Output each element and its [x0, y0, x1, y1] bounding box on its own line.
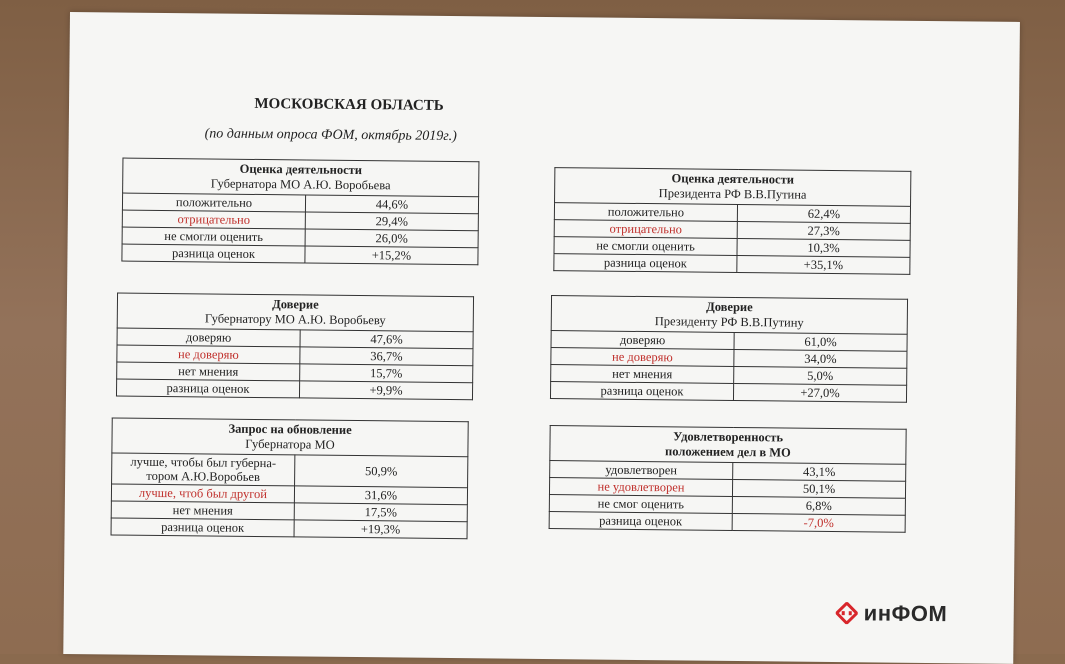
table-header-bold: Оценка деятельности [239, 161, 363, 178]
table-header-bold: Оценка деятельности [671, 171, 795, 187]
table-header-bold-line2: положением дел в МО [665, 444, 791, 460]
row-label: не доверяю [551, 348, 734, 367]
row-value: 36,7% [300, 347, 473, 366]
row-label: разница оценок [550, 382, 733, 401]
table-row [111, 518, 467, 539]
row-value: 6,8% [732, 496, 905, 515]
row-label: не смогли оценить [122, 227, 305, 246]
row-value: 43,1% [733, 462, 906, 481]
row-value: 5,0% [734, 366, 907, 385]
row-label: не смогли оценить [554, 237, 737, 256]
row-label-line1: лучше, чтобы был губерна- [130, 454, 277, 471]
row-label: разница оценок [116, 379, 299, 398]
table-governor-assessment [121, 158, 479, 266]
table-header [551, 296, 907, 335]
page-title: МОСКОВСКАЯ ОБЛАСТЬ [254, 95, 444, 114]
table-header [117, 293, 473, 332]
table-header-sub: Президента РФ В.В.Путина [658, 186, 807, 202]
table-header-bold: Доверие [706, 299, 753, 315]
table-president-assessment [553, 167, 911, 275]
row-value: +15,2% [305, 246, 478, 265]
page-subtitle: (по данным опроса ФОМ, октябрь 2019г.) [204, 126, 457, 145]
table-header-bold: Доверие [272, 297, 319, 312]
row-value: 44,6% [305, 195, 478, 214]
table-header [123, 158, 479, 197]
table-header-bold: Запрос на обновление [228, 421, 352, 437]
row-value: 27,3% [737, 221, 910, 240]
table-header [550, 426, 906, 465]
row-value: 34,0% [734, 349, 907, 368]
fom-logo [836, 600, 948, 627]
row-value: 31,6% [294, 486, 467, 505]
paper-sheet [63, 12, 1020, 664]
row-value: 61,0% [734, 332, 907, 351]
row-value: +27,0% [733, 383, 906, 402]
table-header-sub: Президенту РФ В.В.Путину [654, 314, 804, 330]
row-value: 62,4% [737, 205, 910, 224]
row-value: 26,0% [305, 229, 478, 248]
row-value: 47,6% [300, 330, 473, 349]
row-value: 29,4% [305, 212, 478, 231]
row-label: разница оценок [111, 518, 294, 537]
table-header-sub: Губернатора МО А.Ю. Воробьева [210, 176, 391, 193]
row-label: не удовлетворен [549, 478, 732, 497]
row-label [112, 453, 295, 486]
row-value: +19,3% [294, 520, 467, 539]
row-label: лучше, чтоб был другой [111, 484, 294, 503]
table-header [555, 168, 911, 207]
table-header [112, 418, 468, 457]
row-label: не смог оценить [549, 495, 732, 514]
row-value: 50,1% [732, 479, 905, 498]
row-label: разница оценок [122, 244, 305, 263]
row-label: нет мнения [117, 362, 300, 381]
table-satisfaction [549, 425, 907, 533]
row-label: не доверяю [117, 345, 300, 364]
row-label: нет мнения [551, 365, 734, 384]
row-label: нет мнения [111, 501, 294, 520]
row-label: отрицательно [122, 210, 305, 229]
row-label: удовлетворен [550, 461, 733, 480]
table-governor-trust [116, 293, 474, 401]
fom-logo-icon [836, 602, 858, 624]
row-label: разница оценок [549, 512, 732, 531]
table-header-sub: Губернатору МО А.Ю. Воробьеву [204, 311, 386, 328]
row-label: доверяю [551, 331, 734, 350]
table-renewal-request [111, 417, 469, 539]
table-row [112, 453, 468, 488]
row-label: положительно [554, 203, 737, 222]
row-value: 50,9% [295, 455, 468, 488]
table-header-sub: Губернатора МО [245, 436, 335, 452]
row-label: доверяю [117, 328, 300, 347]
row-label: положительно [122, 193, 305, 212]
table-header-bold: Удовлетворенность [673, 429, 784, 445]
table-row [554, 254, 910, 275]
table-president-trust [550, 295, 908, 403]
row-label: отрицательно [554, 220, 737, 239]
table-row [116, 379, 472, 400]
row-value: +9,9% [299, 381, 472, 400]
row-value: 15,7% [300, 364, 473, 383]
row-value: +35,1% [737, 255, 910, 274]
row-label: разница оценок [554, 254, 737, 273]
row-value: -7,0% [732, 513, 905, 532]
fom-logo-text: инФОМ [863, 600, 948, 627]
table-row [550, 382, 906, 403]
row-label-line2: тором А.Ю.Воробьев [146, 468, 260, 485]
row-value: 10,3% [737, 238, 910, 257]
table-row [122, 244, 478, 265]
row-value: 17,5% [294, 503, 467, 522]
table-row [549, 512, 905, 533]
